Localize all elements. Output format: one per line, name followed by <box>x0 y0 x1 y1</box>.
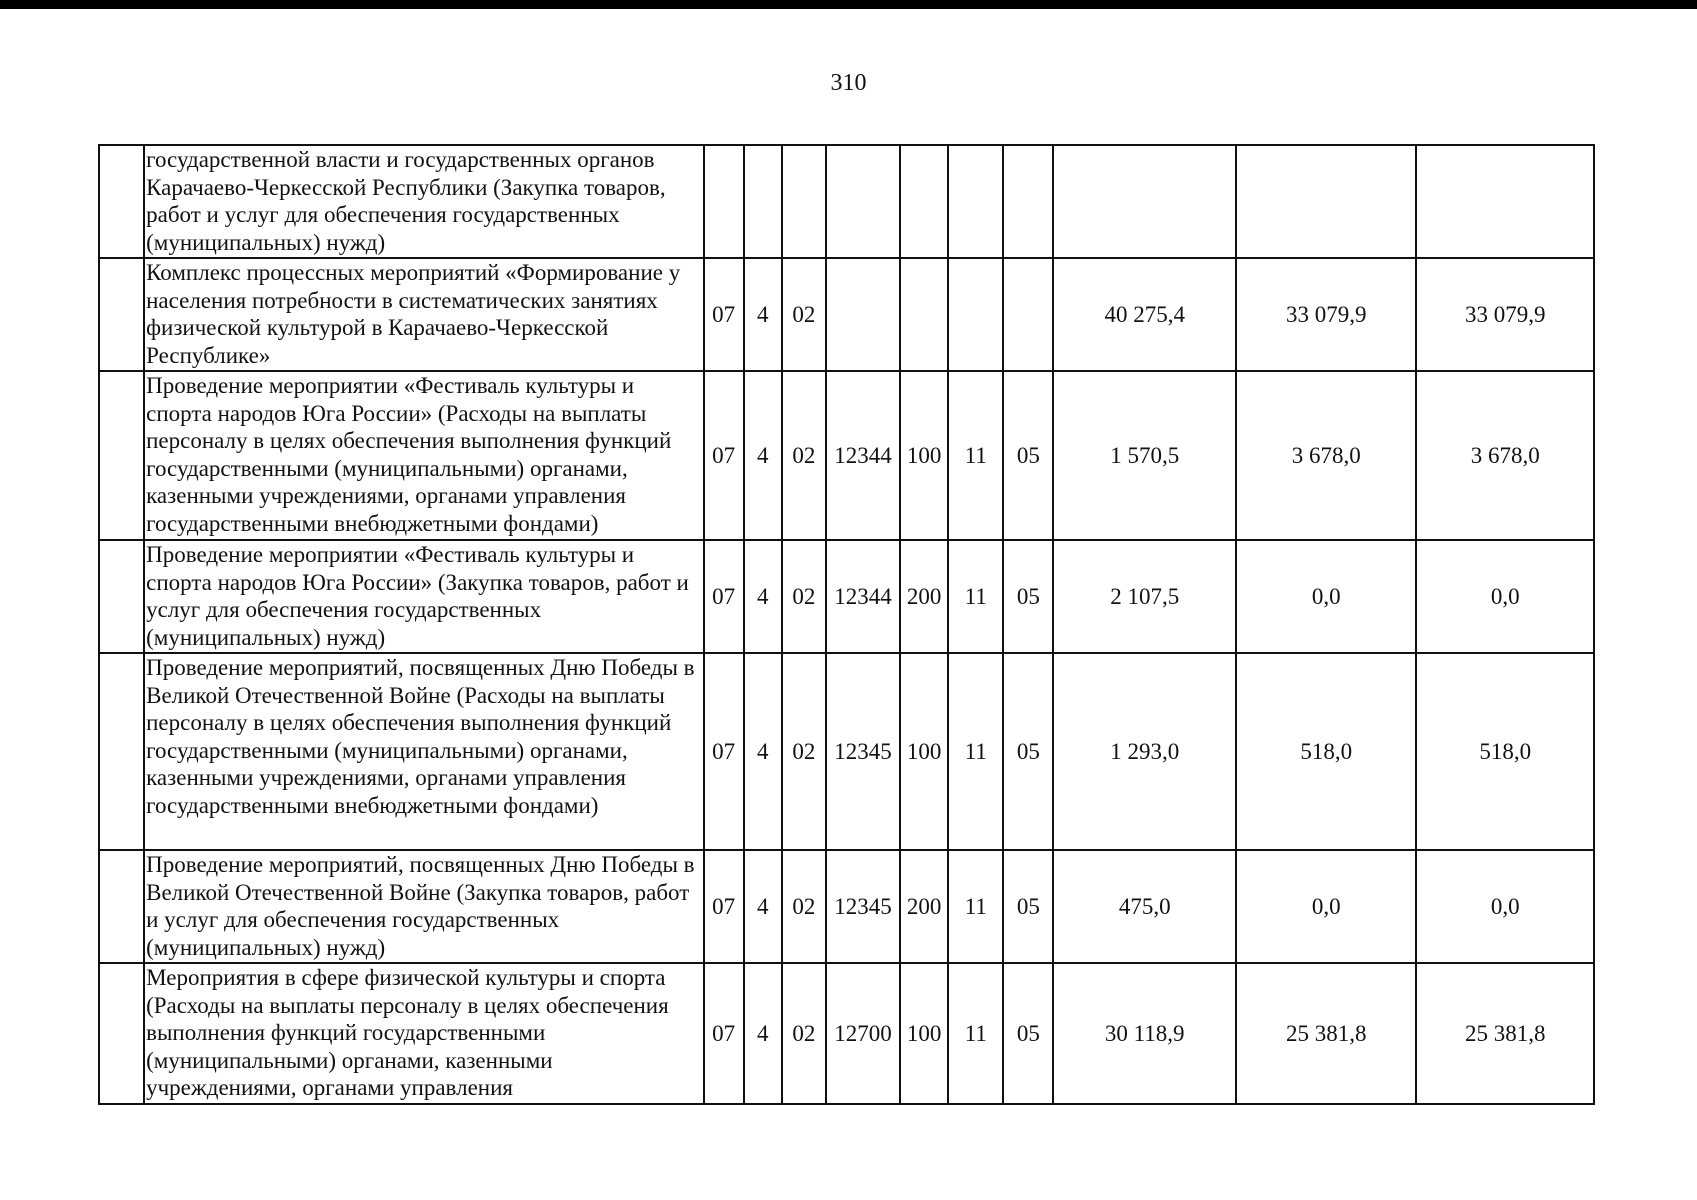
code-cell: 12345 <box>826 850 900 963</box>
code-cell: 12344 <box>826 371 900 540</box>
scan-top-border <box>0 0 1697 9</box>
code-cell: 100 <box>900 963 948 1104</box>
code-cell <box>826 145 900 258</box>
code-cell: 200 <box>900 540 948 653</box>
row-name-cell: Проведение мероприятии «Фестиваль культуры и спорта народов Юга России» (Расходы на выплаты персоналу в целях обеспечения выполнения функций государственными (муниципальными) органами, казенными учреждениями, органами управления государственными внебюджетными фондами) <box>144 371 703 540</box>
row-index-cell <box>99 850 144 963</box>
code-cell: 4 <box>744 850 782 963</box>
sum-cell: 475,0 <box>1053 850 1235 963</box>
row-index-cell <box>99 258 144 371</box>
sum-cell: 2 107,5 <box>1053 540 1235 653</box>
code-cell: 4 <box>744 653 782 850</box>
row-name-cell: Проведение мероприятий, посвященных Дню Победы в Великой Отечественной Войне (Расходы на выплаты персоналу в целях обеспечения выполнения функций государственными (муниципальными) органами, казенными учреждениями, органами управления государственными внебюджетными фондами) <box>144 653 703 850</box>
sum-cell: 25 381,8 <box>1236 963 1416 1104</box>
row-index-cell <box>99 145 144 258</box>
sum-cell: 25 381,8 <box>1416 963 1594 1104</box>
code-cell: 11 <box>948 963 1003 1104</box>
code-cell: 02 <box>782 653 826 850</box>
code-cell: 02 <box>782 371 826 540</box>
code-cell: 11 <box>948 540 1003 653</box>
code-cell: 11 <box>948 850 1003 963</box>
budget-table <box>98 144 1595 1105</box>
code-cell: 02 <box>782 850 826 963</box>
code-cell: 200 <box>900 850 948 963</box>
code-cell <box>782 145 826 258</box>
code-cell: 02 <box>782 258 826 371</box>
table-row <box>99 371 1594 540</box>
code-cell <box>826 258 900 371</box>
code-cell: 100 <box>900 371 948 540</box>
row-index-cell <box>99 963 144 1104</box>
sum-cell: 3 678,0 <box>1416 371 1594 540</box>
sum-cell: 0,0 <box>1236 850 1416 963</box>
code-cell: 100 <box>900 653 948 850</box>
code-cell <box>948 258 1003 371</box>
sum-cell: 1 293,0 <box>1053 653 1235 850</box>
table-row <box>99 653 1594 850</box>
code-cell: 4 <box>744 371 782 540</box>
row-index-cell <box>99 653 144 850</box>
row-name-cell: Мероприятия в сфере физической культуры и спорта (Расходы на выплаты персоналу в целях обеспечения выполнения функций государственными (муниципальными) органами, казенными учреждениями, органами управления <box>144 963 703 1104</box>
sum-cell: 1 570,5 <box>1053 371 1235 540</box>
code-cell <box>1003 145 1053 258</box>
row-index-cell <box>99 371 144 540</box>
table-row <box>99 850 1594 963</box>
table-row <box>99 145 1594 258</box>
row-name-cell: Комплекс процессных мероприятий «Формирование у населения потребности в систематических занятиях физической культурой в Карачаево-Черкесской Республике» <box>144 258 703 371</box>
code-cell: 07 <box>704 653 744 850</box>
code-cell: 4 <box>744 258 782 371</box>
code-cell: 02 <box>782 963 826 1104</box>
row-index-cell <box>99 540 144 653</box>
code-cell: 4 <box>744 963 782 1104</box>
code-cell: 07 <box>704 371 744 540</box>
code-cell <box>1003 258 1053 371</box>
sum-cell: 518,0 <box>1416 653 1594 850</box>
table-row <box>99 540 1594 653</box>
code-cell: 4 <box>744 540 782 653</box>
code-cell: 05 <box>1003 850 1053 963</box>
sum-cell <box>1416 145 1594 258</box>
code-cell <box>900 145 948 258</box>
sum-cell: 40 275,4 <box>1053 258 1235 371</box>
sum-cell: 33 079,9 <box>1236 258 1416 371</box>
code-cell: 07 <box>704 540 744 653</box>
sum-cell: 30 118,9 <box>1053 963 1235 1104</box>
table-row <box>99 963 1594 1104</box>
sum-cell: 3 678,0 <box>1236 371 1416 540</box>
code-cell: 12344 <box>826 540 900 653</box>
sum-cell: 0,0 <box>1416 540 1594 653</box>
row-name-cell: Проведение мероприятий, посвященных Дню Победы в Великой Отечественной Войне (Закупка товаров, работ и услуг для обеспечения государственных (муниципальных) нужд) <box>144 850 703 963</box>
code-cell <box>744 145 782 258</box>
code-cell: 12345 <box>826 653 900 850</box>
code-cell: 02 <box>782 540 826 653</box>
row-name-cell: государственной власти и государственных органов Карачаево-Черкесской Республики (Закупка товаров, работ и услуг для обеспечения государственных (муниципальных) нужд) <box>144 145 703 258</box>
code-cell: 07 <box>704 850 744 963</box>
code-cell: 12700 <box>826 963 900 1104</box>
sum-cell: 0,0 <box>1236 540 1416 653</box>
code-cell <box>900 258 948 371</box>
page-number: 310 <box>830 70 867 96</box>
sum-cell: 0,0 <box>1416 850 1594 963</box>
code-cell: 05 <box>1003 963 1053 1104</box>
code-cell: 07 <box>704 963 744 1104</box>
code-cell: 05 <box>1003 371 1053 540</box>
row-name-cell: Проведение мероприятии «Фестиваль культуры и спорта народов Юга России» (Закупка товаров, работ и услуг для обеспечения государственных (муниципальных) нужд) <box>144 540 703 653</box>
sum-cell <box>1236 145 1416 258</box>
sum-cell: 518,0 <box>1236 653 1416 850</box>
code-cell: 11 <box>948 371 1003 540</box>
sum-cell: 33 079,9 <box>1416 258 1594 371</box>
code-cell: 05 <box>1003 653 1053 850</box>
code-cell <box>704 145 744 258</box>
code-cell: 05 <box>1003 540 1053 653</box>
sum-cell <box>1053 145 1235 258</box>
code-cell <box>948 145 1003 258</box>
code-cell: 07 <box>704 258 744 371</box>
code-cell: 11 <box>948 653 1003 850</box>
table-row <box>99 258 1594 371</box>
